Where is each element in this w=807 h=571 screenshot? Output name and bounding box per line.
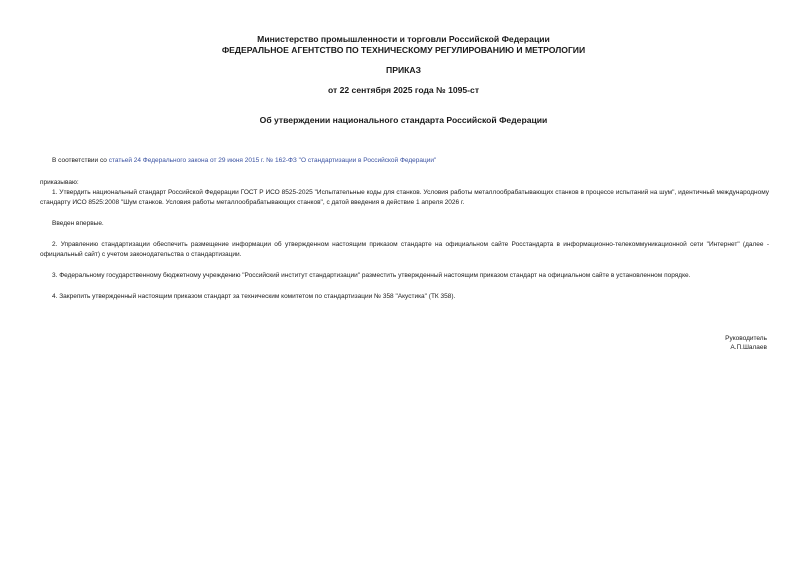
preamble: [52, 156, 436, 166]
signature-name: А.П.Шалаев: [730, 344, 767, 351]
date-number-heading: от 22 сентября 2025 года № 1095-ст: [327, 85, 480, 95]
doc-type-heading: ПРИКАЗ: [386, 65, 421, 75]
introduced-note: Введен впервые.: [52, 220, 104, 227]
order-item-3: 3. Федеральному государственному бюджетному учреждению "Российский институт стандартизации" разместить утвержденный настоящим приказом стандарт на официальном сайте в установленном порядке.: [52, 272, 691, 279]
order-item-2: 2. Управлению стандартизации обеспечить размещение информации об утвержденном настоящим приказом стандарте на официальном сайте Росстандарта в информационно-телекоммуникационной сети "Интернет" (далее - официальный сайт) с учетом законодательства о стандартизации.: [40, 241, 769, 258]
order-word: приказываю:: [40, 179, 79, 186]
preamble-prefix: В соответствии со: [52, 157, 109, 164]
order-item-1: 1. Утвердить национальный стандарт Российской Федерации ГОСТ Р ИСО 8525-2025 "Испытательные коды для станков. Условия работы металлообрабатывающих станков в процессе испытаний на шум", идентичный международному стандарту ИСО 8525:2008 "Шум станков. Условия работы металлообрабатывающих станков", с датой введения в действие 1 апреля 2026 г.: [40, 189, 769, 206]
signature-position: Руководитель: [725, 335, 767, 342]
ministry-heading: Министерство промышленности и торговли Российской Федерации: [257, 34, 550, 44]
document-title: Об утверждении национального стандарта Российской Федерации: [259, 115, 548, 125]
law-link[interactable]: статьей 24 Федерального закона от 29 июня 2015 г. № 162-ФЗ "О стандартизации в Российской Федерации": [108, 157, 437, 164]
order-item-4: 4. Закрепить утвержденный настоящим приказом стандарт за техническим комитетом по стандартизации № 358 "Акустика" (ТК 358).: [52, 293, 456, 300]
agency-heading: ФЕДЕРАЛЬНОЕ АГЕНТСТВО ПО ТЕХНИЧЕСКОМУ РЕГУЛИРОВАНИЮ И МЕТРОЛОГИИ: [221, 45, 586, 55]
